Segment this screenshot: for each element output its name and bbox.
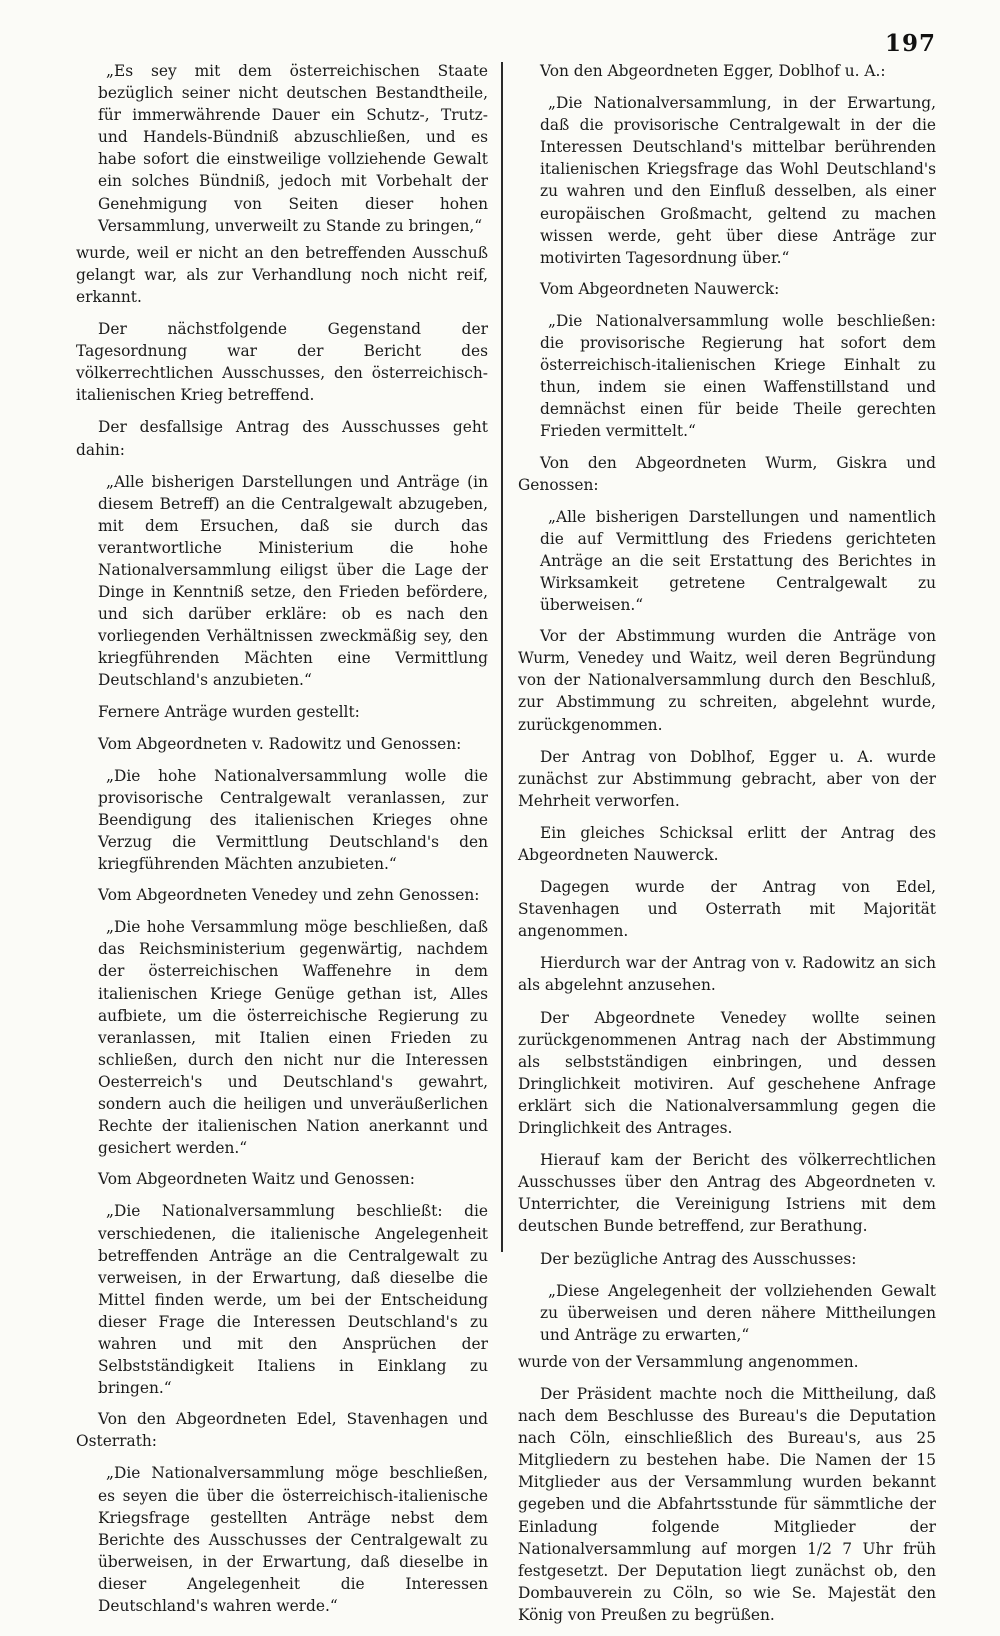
paragraph: Der Präsident machte noch die Mittheilung, daß nach dem Beschlusse des Bureau's die Deputation nach Cöln, einschließlich des Bureau's, aus 25 Mitgliedern zu bestehen habe. Die Namen der 15 Mitglieder aus der Versammlung wurden bekannt gegeben und die Abfahrtsstunde für sämmtliche der Einladung folgende Mitglieder der Nationalversammlung auf morgen 1/2 7 Uhr früh festgesetzt. Der Deputation liegt zunächst ob, den Dombauverein zu Cöln, so wie Se. Majestät den König von Preußen zu begrüßen.	[518, 1384, 936, 1624]
paragraph: Der nächstfolgende Gegenstand der Tagesordnung war der Bericht des völkerrechtlichen Ausschusses, den österreichisch-italienischen Krieg betreffend.	[76, 320, 488, 405]
paragraph: Der bezügliche Antrag des Ausschusses:	[540, 1249, 857, 1268]
quoted-motion: „Die Nationalversammlung möge beschließen, es seyen die über die österreichisch-italienische Kriegsfrage gestellten Anträge nebst dem Berichte des Ausschusses der Centralgewalt zu überweisen, in der Erwartung, daß dieselbe in dieser Angelegenheit die Interessen Deutschland's wahren werde.“	[98, 1464, 488, 1615]
quoted-motion: „Die Nationalversammlung, in der Erwartung, daß die provisorische Centralgewalt in der die Interessen Deutschland's mittelbar berührenden italienischen Kriegsfrage das Wohl Deutschland's zu wahren und den Einfluß desselben, als einer europäischen Großmacht, geltend zu machen wissen werde, geht über diese Anträge zur motivirten Tagesordnung über.“	[540, 94, 936, 267]
quoted-motion: „Es sey mit dem österreichischen Staate bezüglich seiner nicht deutschen Bestandtheile, für immerwährende Dauer ein Schutz-, Trutz- und Handels-Bündniß abzuschließen, und es habe sofort die einstweilige vollziehende Gewalt ein solches Bündniß, jedoch mit Vorbehalt der Genehmigung von Seiten dieser hohen Versammlung, unverweilt zu Stande zu bringen,“	[98, 62, 488, 235]
paragraph: wurde von der Versammlung angenommen.	[518, 1352, 859, 1371]
left-column	[76, 60, 488, 1626]
paragraph: Von den Abgeordneten Edel, Stavenhagen und Osterrath:	[76, 1410, 488, 1451]
paragraph: Hierdurch war der Antrag von v. Radowitz an sich als abgelehnt anzusehen.	[518, 954, 936, 995]
paragraph: Vom Abgeordneten Waitz und Genossen:	[98, 1170, 415, 1189]
paragraph: Der desfallsige Antrag des Ausschusses geht dahin:	[76, 418, 488, 459]
right-column	[518, 60, 936, 1636]
paragraph: Der Abgeordnete Venedey wollte seinen zurückgenommenen Antrag nach der Abstimmung als selbstständigen einbringen, und dessen Dringlichkeit motiviren. Auf geschehene Anfrage erklärt sich die Nationalversammlung gegen die Dringlichkeit des Antrages.	[518, 1008, 936, 1138]
column-divider	[501, 62, 503, 1252]
paragraph: wurde, weil er nicht an den betreffenden Ausschuß gelangt war, als zur Verhandlung noch nicht reif, erkannt.	[76, 243, 488, 306]
quoted-motion: „Die Nationalversammlung beschließt: die verschiedenen, die italienische Angelegenheit betreffenden Anträge an die Centralgewalt zu verweisen, in der Erwartung, daß dieselbe die Mittel finden werde, um bei der Entscheidung dieser Frage die Interessen Deutschland's zu wahren und mit den Ansprüchen der Selbstständigkeit Italiens in Einklang zu bringen.“	[98, 1202, 488, 1398]
quoted-motion: „Die hohe Versammlung möge beschließen, daß das Reichsministerium gegenwärtig, nachdem der österreichischen Waffenehre in dem italienischen Kriege Genüge gethan ist, Alles aufbiete, um die österreichische Regierung zu veranlassen, mit Italien einen Frieden zu schließen, durch den nicht nur die Interessen Oesterreich's und Deutschland's gewahrt, sondern auch die heiligen und unveräußerlichen Rechte der italienischen Nation anerkannt und gesichert werden.“	[98, 918, 488, 1158]
quoted-motion: „Die hohe Nationalversammlung wolle die provisorische Centralgewalt veranlassen, zur Beendigung des italienischen Krieges ohne Verzug die Vermittlung Deutschland's den kriegführenden Mächten anzubieten.“	[98, 766, 488, 874]
paragraph: Dagegen wurde der Antrag von Edel, Stavenhagen und Osterrath mit Majorität angenommen.	[518, 878, 936, 941]
quoted-motion: „Alle bisherigen Darstellungen und namentlich die auf Vermittlung des Friedens gerichteten Anträge an die seit Erstattung des Berichtes in Wirksamkeit getretene Centralgewalt zu überweisen.“	[540, 507, 936, 615]
quoted-motion: „Diese Angelegenheit der vollziehenden Gewalt zu überweisen und deren nähere Mittheilungen und Anträge zu erwarten,“	[540, 1281, 936, 1344]
paragraph: Ein gleiches Schicksal erlitt der Antrag des Abgeordneten Nauwerck.	[518, 823, 936, 864]
quoted-motion: „Die Nationalversammlung wolle beschließen: die provisorische Regierung hat sofort dem österreichisch-italienischen Kriege Einhalt zu thun, indem sie einen Waffenstillstand und demnächst einen für beide Theile gerechten Frieden vermittelt.“	[540, 311, 936, 441]
paragraph: Von den Abgeordneten Wurm, Giskra und Genossen:	[518, 453, 936, 494]
paragraph: Von den Abgeordneten Egger, Doblhof u. A.:	[540, 62, 886, 80]
quoted-motion: „Alle bisherigen Darstellungen und Anträge (in diesem Betreff) an die Centralgewalt abzugeben, mit dem Ersuchen, daß sie durch das verantwortliche Ministerium die hohe Nationalversammlung eiligst über die Lage der Dinge in Kenntniß setze, den Frieden befördere, und sich darüber erkläre: ob es nach den vorliegenden Verhältnissen zweckmäßig sey, den kriegführenden Mächten eine Vermittlung Deutschland's anzubieten.“	[98, 472, 488, 690]
paragraph: Vom Abgeordneten Nauwerck:	[540, 279, 780, 298]
page-number: 197	[884, 30, 936, 57]
paragraph: Hierauf kam der Bericht des völkerrechtlichen Ausschusses über den Antrag des Abgeordneten v. Unterrichter, die Vereinigung Istriens mit dem deutschen Bunde betreffend, zur Berathung.	[518, 1151, 936, 1236]
paragraph: Vor der Abstimmung wurden die Anträge von Wurm, Venedey und Waitz, weil deren Begründung von der Nationalversammlung durch den Beschluß, zur Abstimmung zu schreiten, abgelehnt wurde, zurückgenommen.	[518, 627, 936, 734]
paragraph: Vom Abgeordneten v. Radowitz und Genossen:	[98, 734, 462, 753]
paragraph: Fernere Anträge wurden gestellt:	[98, 702, 360, 721]
paragraph: Vom Abgeordneten Venedey und zehn Genossen:	[98, 886, 480, 905]
paragraph: Der Antrag von Doblhof, Egger u. A. wurde zunächst zur Abstimmung gebracht, aber von der Mehrheit verworfen.	[518, 747, 936, 810]
